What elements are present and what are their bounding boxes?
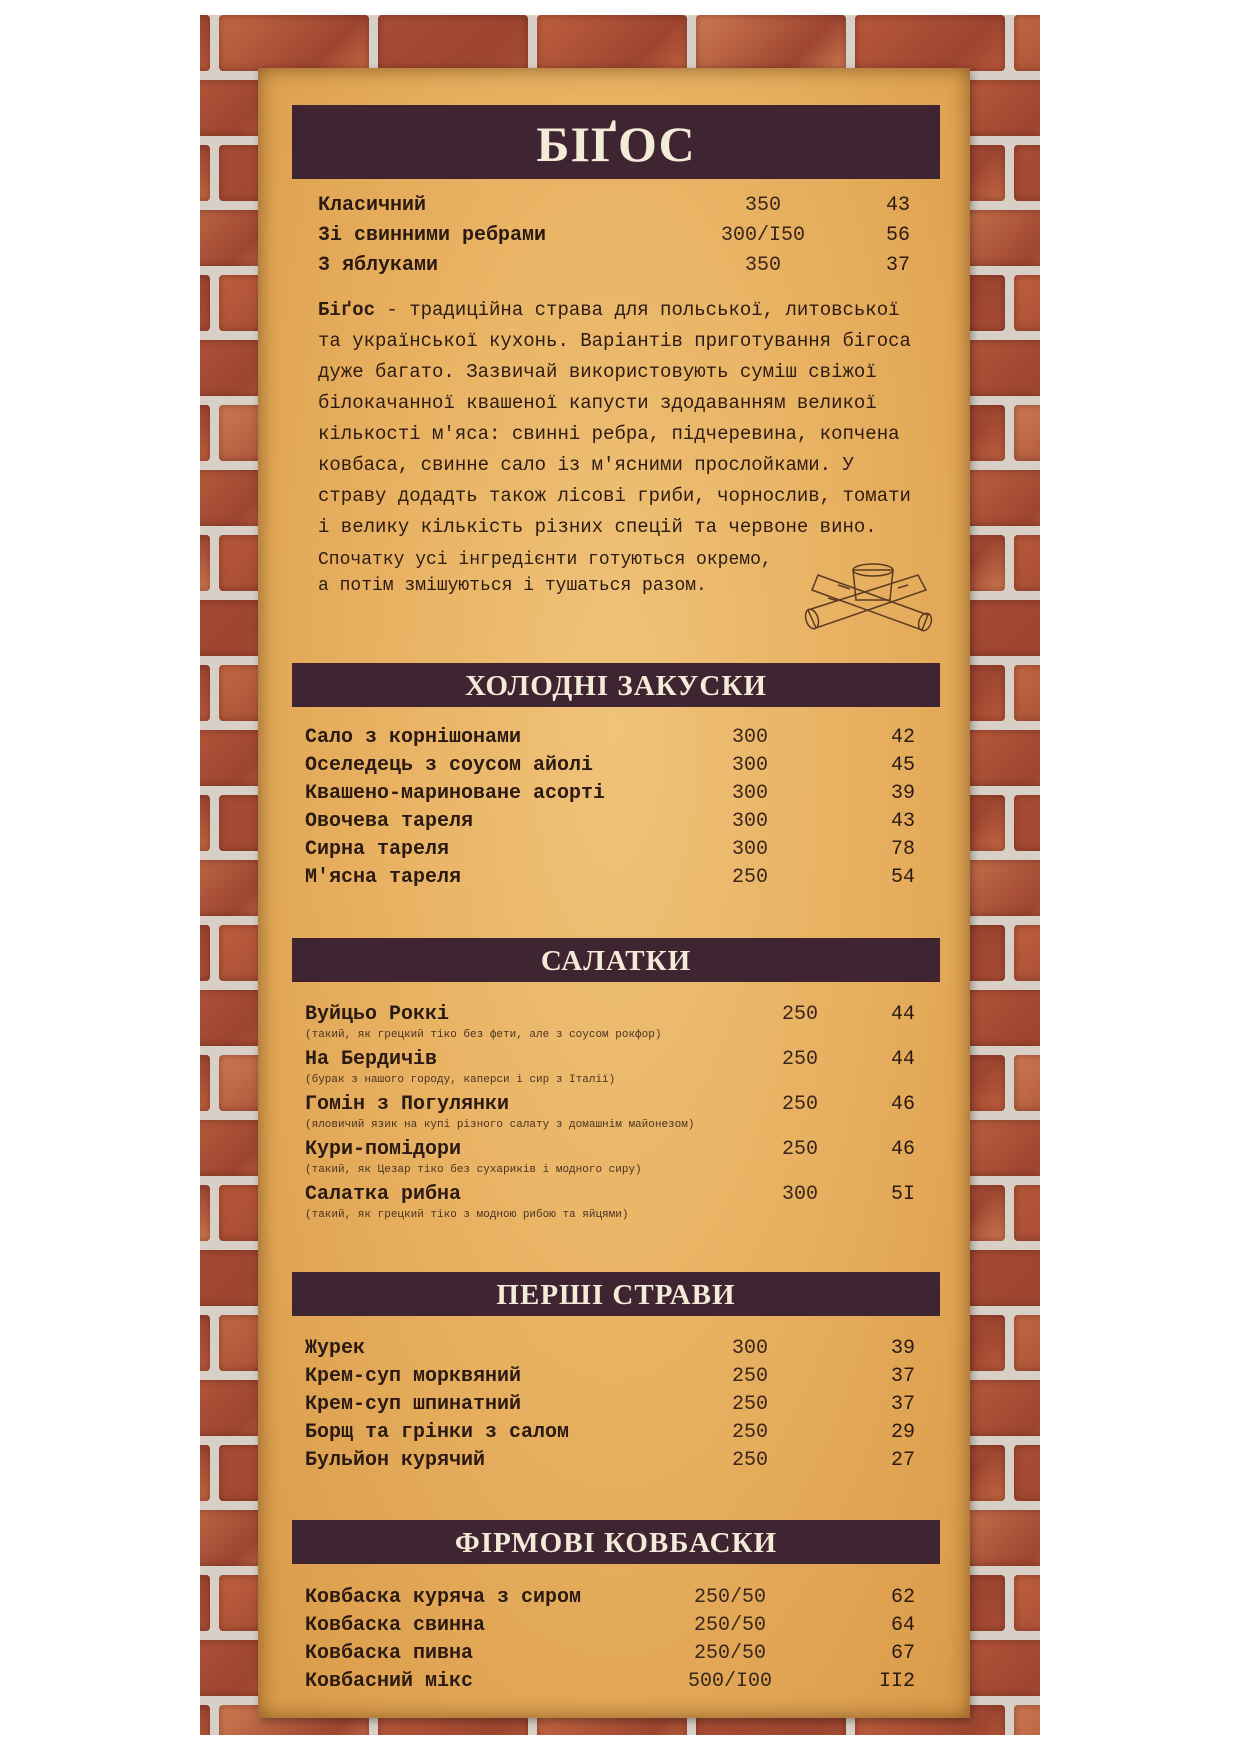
brick	[1014, 15, 1040, 71]
item-weight: 250	[781, 1093, 818, 1116]
item-weight: 250	[731, 1449, 768, 1472]
menu-item	[305, 1614, 915, 1642]
item-weight: 250	[781, 1048, 818, 1071]
brick	[200, 1445, 210, 1501]
item-weight: 250	[731, 866, 768, 889]
brick	[537, 15, 687, 71]
menu-item	[305, 1670, 915, 1698]
item-note: (яловичий язик на купі різного салату з домашнім майонезом)	[305, 1119, 695, 1131]
item-name: Оселедець з соусом айолі	[305, 754, 594, 777]
brick	[1014, 795, 1040, 851]
menu-item	[305, 1183, 915, 1211]
menu-item	[305, 810, 915, 838]
section-title-salads: САЛАТКИ	[292, 938, 940, 982]
item-name: Ковбаска куряча з сиром	[305, 1586, 582, 1609]
item-weight: 300/I50	[720, 224, 805, 247]
item-price: 64	[890, 1614, 915, 1637]
brick	[200, 535, 210, 591]
brick	[1014, 1575, 1040, 1631]
item-price: 39	[890, 1337, 915, 1360]
item-note: (такий, як Цезар тіко без сухариків і модного сиру)	[305, 1164, 642, 1176]
menu-item	[305, 1048, 915, 1076]
brick	[1014, 145, 1040, 201]
brick	[200, 15, 210, 71]
section-title-first: ПЕРШІ СТРАВИ	[292, 1272, 940, 1316]
item-weight: 250/50	[693, 1642, 766, 1665]
item-weight: 300	[731, 726, 768, 749]
brick	[1014, 1315, 1040, 1371]
menu-item	[305, 1365, 915, 1393]
menu-item	[305, 1421, 915, 1449]
item-price: 54	[890, 866, 915, 889]
brick	[378, 15, 528, 71]
item-weight: 300	[731, 810, 768, 833]
menu-item	[305, 1449, 915, 1477]
item-price: 39	[890, 782, 915, 805]
item-price: 78	[890, 838, 915, 861]
item-weight: 300	[731, 1337, 768, 1360]
menu-item	[318, 254, 910, 282]
menu-item	[305, 1586, 915, 1614]
item-price: 27	[890, 1449, 915, 1472]
item-name: 3 яблуками	[318, 254, 439, 277]
brick-row	[200, 15, 1040, 71]
item-weight: 250	[781, 1138, 818, 1161]
menu-item	[305, 1642, 915, 1670]
brick	[1014, 1445, 1040, 1501]
menu-item	[318, 194, 910, 222]
item-name: Вуйцьо Роккі	[305, 1003, 450, 1026]
brick	[200, 665, 210, 721]
brick	[1014, 405, 1040, 461]
menu-item	[318, 224, 910, 252]
description-text: - традиційна страва для польської, литовської та української кухонь. Варіантів приготування бігоса дуже багато. Зазвичай використовують суміш свіжої білокачанної квашеної капусти здодаванням великої кількості м'яса: свинні ребра, підчеревина, копчена ковбаса, свинне сало із м'ясними прослойками. У страву додадть також лісові гриби, чорнослив, томати і велику кількість різних спецій та червоне вино.	[318, 299, 911, 538]
item-name: 3і свинними ребрами	[318, 224, 547, 247]
item-name: Журек	[305, 1337, 366, 1360]
item-price: 44	[890, 1048, 915, 1071]
menu-item	[305, 726, 915, 754]
item-name: Гомін з Погулянки	[305, 1093, 510, 1116]
item-weight: 300	[731, 782, 768, 805]
brick	[200, 405, 210, 461]
item-price: 37	[890, 1393, 915, 1416]
brick	[200, 1185, 210, 1241]
brick	[1014, 275, 1040, 331]
description-lead: Біґос	[318, 299, 376, 321]
item-weight: 300	[781, 1183, 818, 1206]
item-name: Ковбаска пивна	[305, 1642, 474, 1665]
item-name: Крем-суп морквяний	[305, 1365, 522, 1388]
brick	[1014, 925, 1040, 981]
item-weight: 350	[744, 254, 781, 277]
brick	[696, 15, 846, 71]
item-price: 46	[890, 1138, 915, 1161]
item-price: 37	[890, 1365, 915, 1388]
item-weight: 250	[781, 1003, 818, 1026]
brick	[200, 1705, 210, 1735]
item-weight: 250	[731, 1365, 768, 1388]
menu-item	[305, 1003, 915, 1031]
item-name: Салатка рибна	[305, 1183, 462, 1206]
item-name: Сало з корнішонами	[305, 726, 522, 749]
item-name: Кури-помідори	[305, 1138, 462, 1161]
item-weight: 500/I00	[687, 1670, 772, 1693]
item-weight: 300	[731, 754, 768, 777]
brick	[200, 795, 210, 851]
description-text-2: Спочатку усі інгредієнти готуються окремо, а потім змішуються і тушаться разом.	[318, 550, 772, 596]
item-weight: 350	[744, 194, 781, 217]
item-note: (такий, як грецкий тіко з модною рибою та яйцями)	[305, 1209, 629, 1221]
brick	[200, 145, 210, 201]
item-weight: 300	[731, 838, 768, 861]
section-title-sausages: ФІРМОВІ КОВБАСКИ	[292, 1520, 940, 1564]
item-price: 45	[890, 754, 915, 777]
item-note: (такий, як грецкий тіко без фети, але з соусом рокфор)	[305, 1029, 662, 1041]
brick	[1014, 1055, 1040, 1111]
brick	[200, 275, 210, 331]
item-name: На Бердичів	[305, 1048, 438, 1071]
brick	[200, 1055, 210, 1111]
item-weight: 250/50	[693, 1614, 766, 1637]
item-name: Овочева тареля	[305, 810, 474, 833]
item-price: 46	[890, 1093, 915, 1116]
item-price: 37	[885, 254, 910, 277]
item-name: Ковбасний мікс	[305, 1670, 474, 1693]
item-weight: 250/50	[693, 1586, 766, 1609]
brick	[1014, 1705, 1040, 1735]
section-title-cold: ХОЛОДНІ ЗАКУСКИ	[292, 663, 940, 707]
item-price: 29	[890, 1421, 915, 1444]
menu-item	[305, 1393, 915, 1421]
section-title-bigos: БІҐОС	[292, 105, 940, 179]
item-price: 56	[885, 224, 910, 247]
item-price: 67	[890, 1642, 915, 1665]
menu-item	[305, 838, 915, 866]
menu-item	[305, 782, 915, 810]
brick	[219, 15, 369, 71]
brick	[200, 1315, 210, 1371]
item-name: Ковбаска свинна	[305, 1614, 486, 1637]
brick	[200, 925, 210, 981]
item-name: Борщ та грінки з салом	[305, 1421, 570, 1444]
menu-item	[305, 866, 915, 894]
item-name: Крем-суп шпинатний	[305, 1393, 522, 1416]
item-price: 5I	[890, 1183, 915, 1206]
brick	[1014, 1185, 1040, 1241]
item-weight: 250	[731, 1393, 768, 1416]
item-price: 42	[890, 726, 915, 749]
item-name: Сирна тареля	[305, 838, 450, 861]
brick	[855, 15, 1005, 71]
menu-item	[305, 1138, 915, 1166]
brick	[1014, 535, 1040, 591]
item-name: Бульйон курячий	[305, 1449, 486, 1472]
item-note: (бурак з нашого городу, каперси і сир з Італії)	[305, 1074, 616, 1086]
logs-illustration-icon	[798, 550, 948, 650]
item-name: Квашено-мариноване асорті	[305, 782, 606, 805]
item-name: М'ясна тареля	[305, 866, 462, 889]
brick	[200, 1575, 210, 1631]
menu-item	[305, 1337, 915, 1365]
menu-item	[305, 754, 915, 782]
menu-item	[305, 1093, 915, 1121]
item-price: 44	[890, 1003, 915, 1026]
brick	[1014, 665, 1040, 721]
item-price: II2	[878, 1670, 915, 1693]
item-price: 43	[890, 810, 915, 833]
item-name: Класичний	[318, 194, 427, 217]
item-price: 62	[890, 1586, 915, 1609]
item-price: 43	[885, 194, 910, 217]
item-weight: 250	[731, 1421, 768, 1444]
